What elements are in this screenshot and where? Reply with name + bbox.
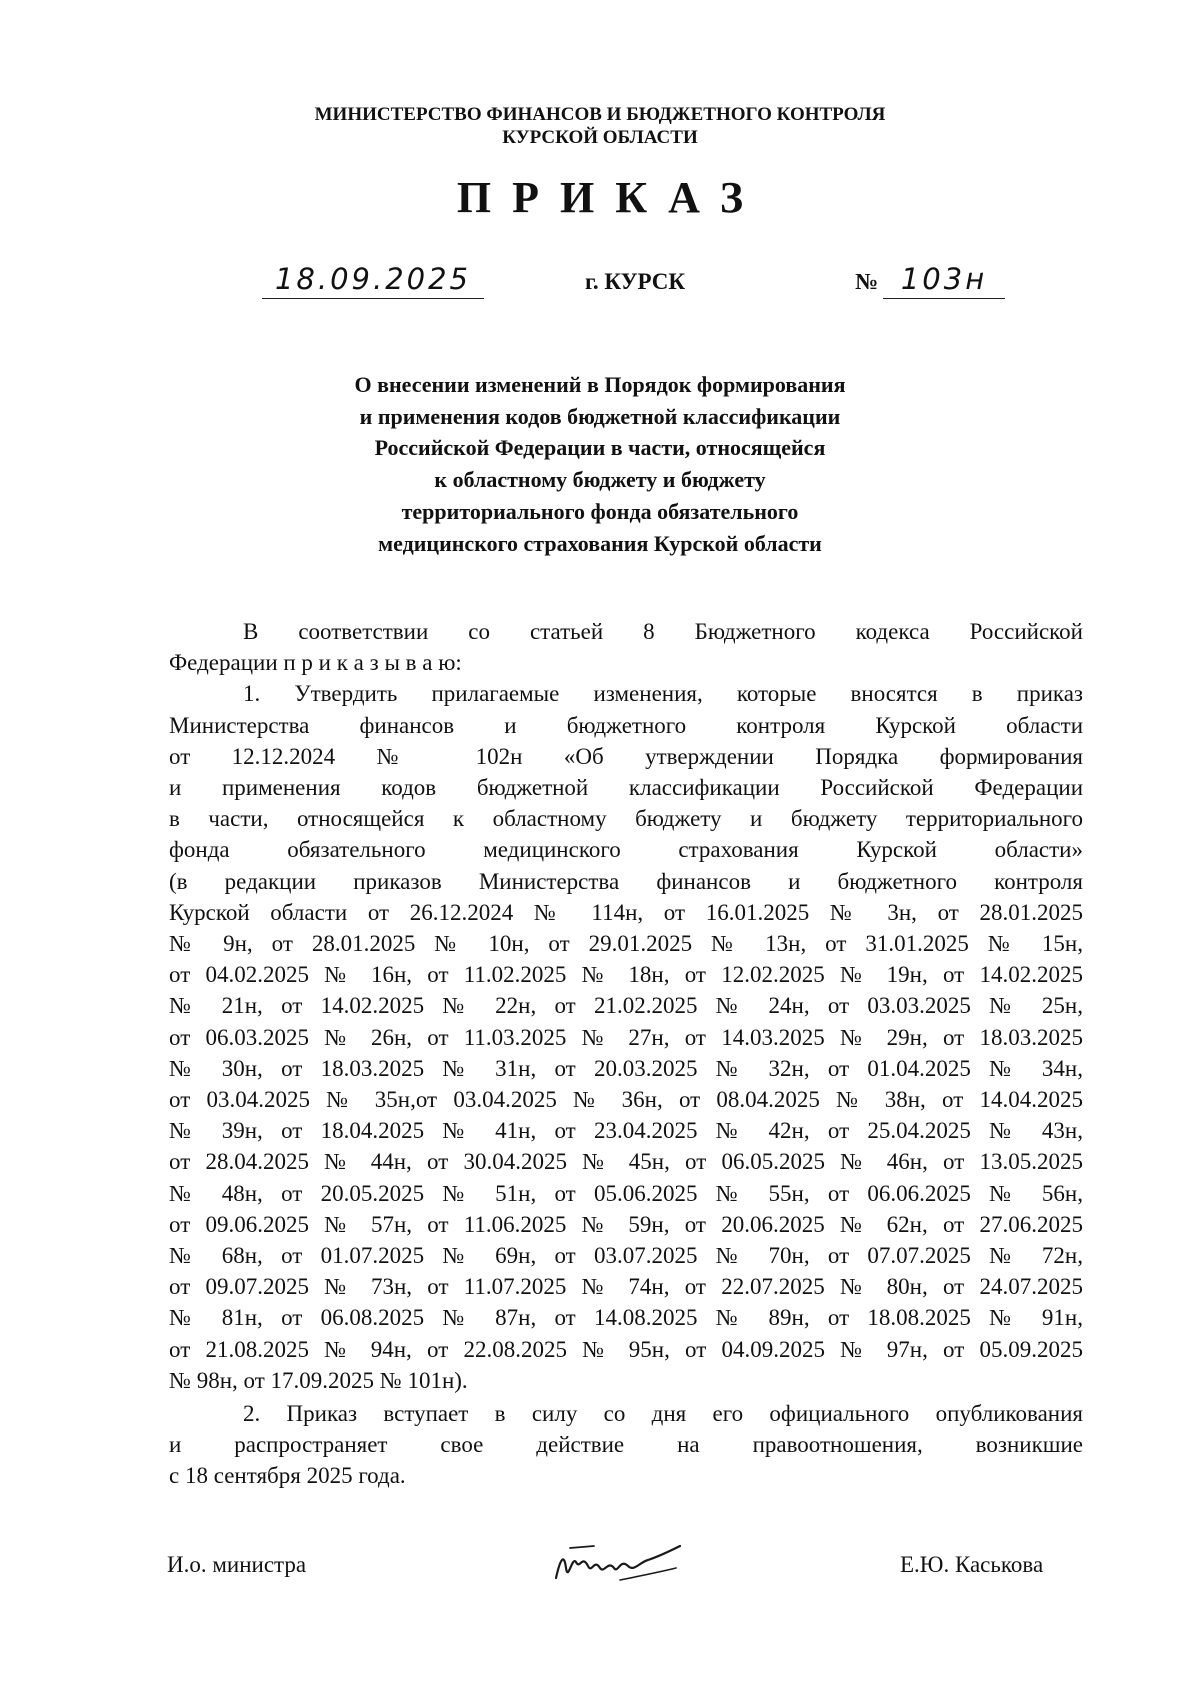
order-date-field [262, 262, 484, 299]
body-line: от 06.03.2025 № 26н, от 11.03.2025 № 27н, от 14.03.2025 № 29н, от 18.03.2025 [169, 1024, 1083, 1050]
order-date: 18.09.2025 [274, 262, 472, 296]
body-line: фонда обязательного медицинского страхования Курской области» [169, 837, 1083, 863]
subject-line: территориального фонда обязательного [401, 498, 799, 524]
body-line: № 98н, от 17.09.2025 № 101н). [169, 1367, 468, 1393]
body-line: № 81н, от 06.08.2025 № 87н, от 14.08.2025 № 89н, от 18.08.2025 № 91н, [169, 1305, 1083, 1331]
body-line: Курской области от 26.12.2024 № 114н, от 16.01.2025 № 3н, от 28.01.2025 [169, 899, 1083, 925]
body-line: от 04.02.2025 № 16н, от 11.02.2025 № 18н, от 12.02.2025 № 19н, от 14.02.2025 [169, 962, 1083, 988]
order-number: 103н [900, 262, 988, 296]
subject-line: к областному бюджету и бюджету [434, 467, 766, 493]
body-line: № 48н, от 20.05.2025 № 51н, от 05.06.2025 № 55н, от 06.06.2025 № 56н, [169, 1180, 1083, 1206]
body-line: от 28.04.2025 № 44н, от 30.04.2025 № 45н, от 06.05.2025 № 46н, от 13.05.2025 [169, 1149, 1083, 1175]
body-line: № 68н, от 01.07.2025 № 69н, от 03.07.2025 № 70н, от 07.07.2025 № 72н, [169, 1243, 1083, 1269]
body-line: Министерства финансов и бюджетного контроля Курской области [169, 712, 1083, 738]
body-line: № 9н, от 28.01.2025 № 10н, от 29.01.2025 № 13н, от 31.01.2025 № 15н, [169, 931, 1083, 957]
body-line: от 21.08.2025 № 94н, от 22.08.2025 № 95н, от 04.09.2025 № 97н, от 05.09.2025 [169, 1336, 1083, 1362]
signatory-name: Е.Ю. Каськова [900, 1552, 1044, 1577]
handwritten-signature [550, 1538, 685, 1588]
body-line: № 21н, от 14.02.2025 № 22н, от 21.02.2025 № 24н, от 03.03.2025 № 25н, [169, 993, 1083, 1019]
order-number-label: № [855, 269, 879, 294]
body-line: с 18 сентября 2025 года. [169, 1463, 406, 1489]
body-line: и применения кодов бюджетной классификации Российской Федерации [169, 775, 1083, 801]
subject-line: медицинского страхования Курской области [378, 530, 822, 556]
body-line: от 09.07.2025 № 73н, от 11.07.2025 № 74н, от 22.07.2025 № 80н, от 24.07.2025 [169, 1274, 1083, 1300]
body-line: В соответствии со статьей 8 Бюджетного кодекса Российской [243, 619, 1083, 644]
order-title: ПРИКАЗ [456, 173, 765, 222]
signatory-role: И.о. министра [167, 1552, 307, 1577]
body-line: и распространяет свое действие на правоотношения, возникшие [169, 1432, 1083, 1458]
order-body-effective [169, 1398, 1083, 1492]
subject-line: и применения кодов бюджетной классификации [359, 403, 841, 429]
body-line: № 39н, от 18.04.2025 № 41н, от 23.04.2025 № 42н, от 25.04.2025 № 43н, [169, 1118, 1083, 1144]
subject-line: О внесении изменений в Порядок формирования [354, 372, 846, 397]
order-number-field [883, 262, 1005, 299]
subject-line: Российской Федерации в части, относящейся [374, 435, 826, 461]
body-line: от 03.04.2025 № 35н,от 03.04.2025 № 36н, от 08.04.2025 № 38н, от 14.04.2025 [169, 1087, 1083, 1113]
body-line: Федерации п р и к а з ы в а ю: [169, 650, 462, 676]
body-line: 2. Приказ вступает в силу со дня его официального опубликования [243, 1401, 1083, 1426]
body-line: 1. Утвердить прилагаемые изменения, которые вносятся в приказ [243, 681, 1083, 707]
order-body [169, 616, 1083, 1396]
ministry-name-line1: МИНИСТЕРСТВО ФИНАНСОВ И БЮДЖЕТНОГО КОНТРОЛЯ [314, 104, 886, 125]
body-line: в части, относящейся к областному бюджету и бюджету территориального [169, 806, 1083, 832]
order-subject [0, 369, 1200, 559]
order-city: г. КУРСК [585, 269, 686, 294]
body-line: от 09.06.2025 № 57н, от 11.06.2025 № 59н, от 20.06.2025 № 62н, от 27.06.2025 [169, 1211, 1083, 1237]
body-line: № 30н, от 18.03.2025 № 31н, от 20.03.2025 № 32н, от 01.04.2025 № 34н, [169, 1055, 1083, 1081]
body-line: (в редакции приказов Министерства финансов и бюджетного контроля [169, 868, 1083, 894]
ministry-name-line2: КУРСКОЙ ОБЛАСТИ [502, 127, 698, 148]
body-line: от 12.12.2024 № 102н «Об утверждении Порядка формирования [169, 743, 1083, 769]
